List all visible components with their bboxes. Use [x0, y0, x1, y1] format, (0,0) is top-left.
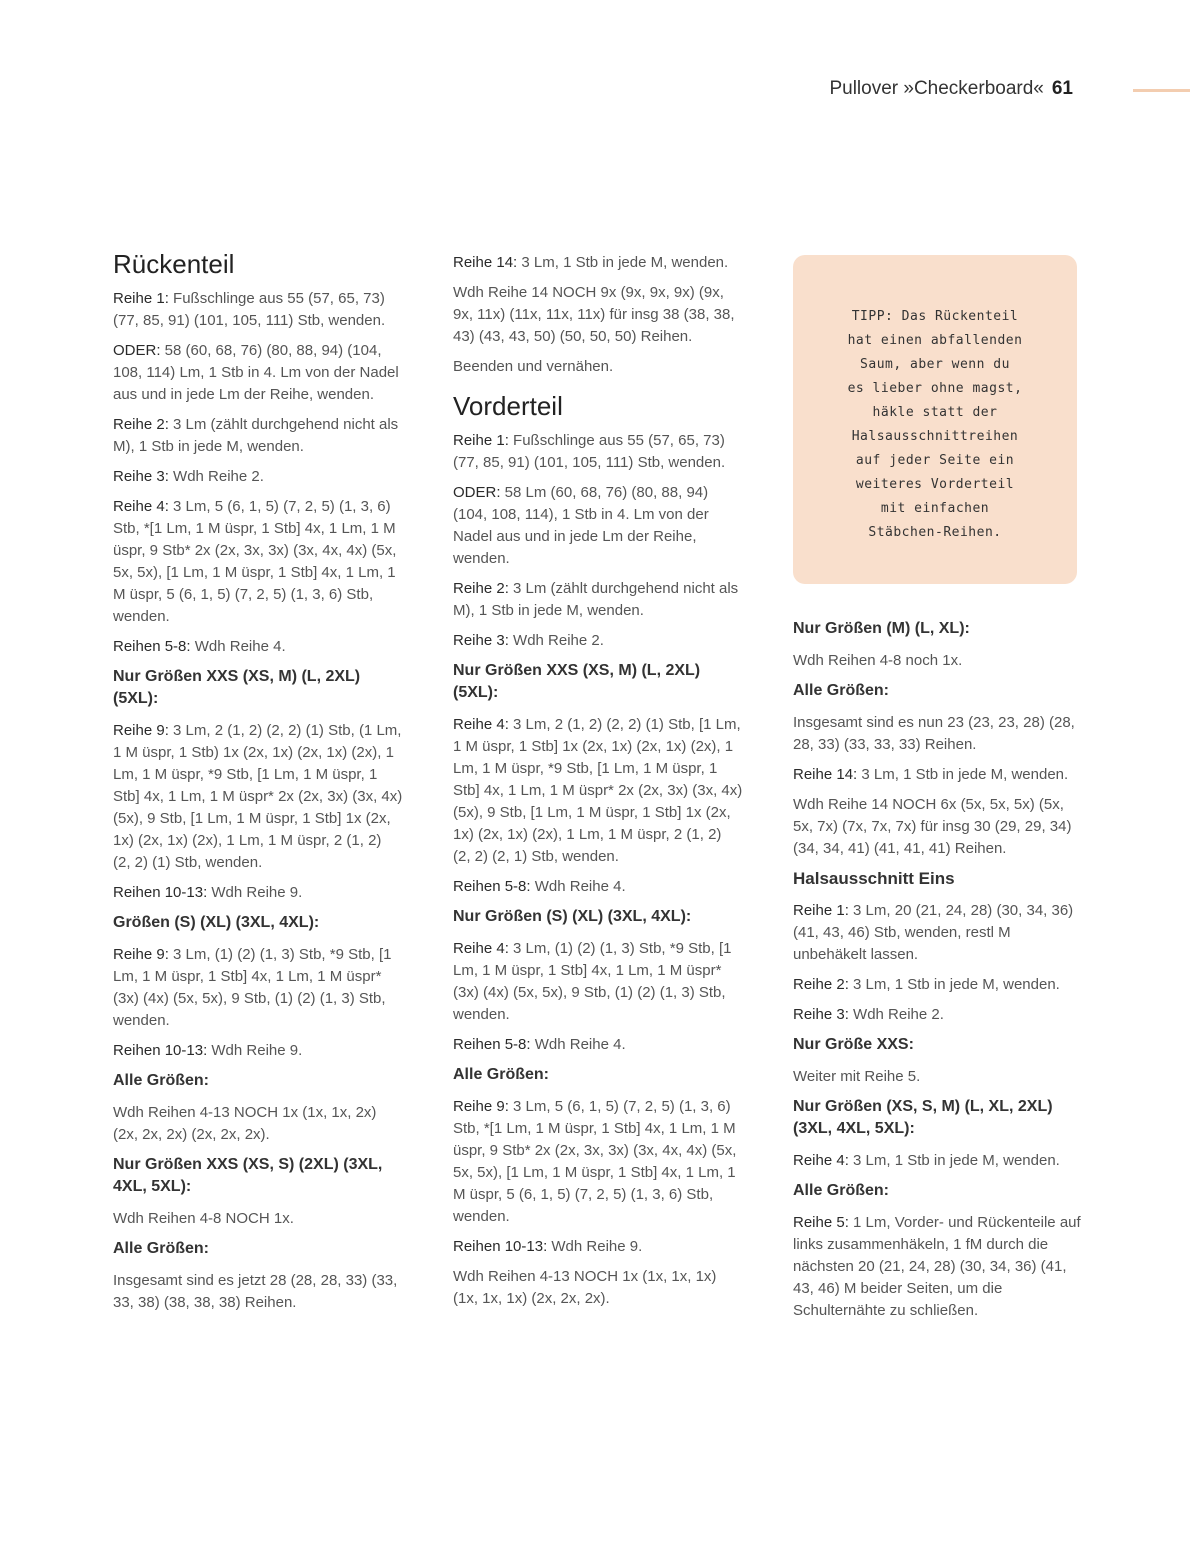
row-label: Reihe 4:	[453, 715, 509, 733]
instruction: Wdh Reihen 4-8 noch 1x.	[793, 652, 963, 669]
size-heading: Alle Größen:	[793, 1182, 890, 1199]
row-label: Reihe 14:	[793, 766, 858, 783]
instruction: ODER: 58 Lm (60, 68, 76) (80, 88, 94) (104, 108, 114), 1 Stb in 4. Lm von der Nadel aus und in jede Lm der Reihe, wenden.	[453, 483, 709, 567]
instruction: Reihe 1: Fußschlinge aus 55 (57, 65, 73) (77, 85, 91) (101, 105, 111) Stb, wenden.	[113, 289, 386, 329]
row-label: Reihe 2:	[453, 579, 509, 597]
row-label: Reihen 10-13:	[113, 883, 208, 901]
row-label: Reihe 2:	[113, 415, 169, 433]
instruction: Wdh Reihen 4-13 NOCH 1x (1x, 1x, 1x) (1x, 1x, 1x) (2x, 2x, 2x).	[453, 1267, 717, 1307]
instruction: Reihen 10-13: Wdh Reihe 9.	[113, 1041, 303, 1059]
running-title: Pullover »Checkerboard«	[829, 78, 1044, 99]
row-label: Reihe 5:	[793, 1214, 849, 1231]
row-label: Reihe 9:	[113, 945, 169, 963]
instruction: Reihe 3: Wdh Reihe 2.	[453, 631, 604, 649]
row-label: Reihen 10-13:	[453, 1237, 548, 1255]
tip-line: mit einfachen	[880, 501, 990, 516]
instruction: Reihen 10-13: Wdh Reihe 9.	[113, 883, 303, 901]
tip-line: es lieber ohne magst,	[847, 381, 1023, 396]
size-heading: Nur Größen (XS, S, M) (L, XL, 2XL) (3XL, 4XL, 5XL):	[793, 1098, 1053, 1137]
instruction: Beenden und vernähen.	[453, 358, 614, 375]
row-label: Reihe 3:	[453, 631, 509, 649]
instruction: Reihe 4: 3 Lm, 1 Stb in jede M, wenden.	[793, 1152, 1060, 1169]
tip-line: Stäbchen-Reihen.	[868, 525, 1002, 540]
row-label: Reihe 9:	[453, 1097, 509, 1115]
instruction: Reihe 9: 3 Lm, (1) (2) (1, 3) Stb, *9 Stb, [1 Lm, 1 M üspr, 1 Stb] 4x, 1 Lm, 1 M üspr* (3x) (4x) (5x, 5x), 9 Stb, (1) (2) (1, 3) Stb, wenden.	[113, 945, 392, 1029]
instruction: Reihe 4: 3 Lm, (1) (2) (1, 3) Stb, *9 Stb, [1 Lm, 1 M üspr, 1 Stb] 4x, 1 Lm, 1 M üspr* (3x) (4x) (5x, 5x), 9 Stb, (1) (2) (1, 3) Stb, wenden.	[453, 939, 732, 1023]
tip-line: Saum, aber wenn du	[860, 357, 1010, 372]
row-label: Reihen 10-13:	[113, 1041, 208, 1059]
row-label: Reihen 5-8:	[453, 877, 531, 895]
row-label: Reihe 3:	[793, 1006, 849, 1023]
row-label: ODER:	[113, 341, 161, 359]
instruction: Wdh Reihe 14 NOCH 6x (5x, 5x, 5x) (5x, 5x, 7x) (7x, 7x, 7x) für insg 30 (29, 29, 34) (34, 34, 41) (41, 41, 41) Reihen.	[793, 796, 1072, 857]
instruction: Reihe 4: 3 Lm, 2 (1, 2) (2, 2) (1) Stb, [1 Lm, 1 M üspr, 1 Stb] 1x (2x, 1x) (2x, 1x) (2x), 1 Lm, 1 M üspr, *9 Stb, [1 Lm, 1 M üspr, 1 Stb] 4x, 1 Lm, 1 M üspr* 2x (2x, 3x) (3x, 4x) (5x), 9 Stb, [1 Lm, 1 M üspr, 1 Stb] 1x (2x, 1x) (2x, 1x) (2x), 1 Lm, 1 M üspr, 2 (1, 2) (2, 2) (2, 1) Stb, wenden.	[453, 715, 743, 865]
instruction: Wdh Reihen 4-13 NOCH 1x (1x, 1x, 2x) (2x, 2x, 2x) (2x, 2x, 2x).	[113, 1103, 377, 1143]
instruction: Reihe 9: 3 Lm, 2 (1, 2) (2, 2) (1) Stb, (1 Lm, 1 M üspr, 1 Stb) 1x (2x, 1x) (2x, 1x) (2x), 1 Lm, 1 M üspr, *9 Stb, [1 Lm, 1 M üspr, 1 Stb] 4x, 1 Lm, 1 M üspr* 2x (2x, 3x) (3x, 4x) (5x), 9 Stb, [1 Lm, 1 M üspr, 1 Stb] 1x (2x, 1x) (2x, 1x) (2x), 1 Lm, 1 M üspr, 2 (1, 2) (2, 2) (1) Stb, wenden.	[113, 721, 403, 871]
tip-line: weiteres Vorderteil	[855, 477, 1015, 492]
row-label: ODER:	[453, 483, 501, 501]
size-heading: Alle Größen:	[113, 1071, 210, 1089]
row-label: Reihen 5-8:	[453, 1035, 531, 1053]
row-label: Reihe 3:	[113, 467, 169, 485]
row-label: Reihe 9:	[113, 721, 169, 739]
tip-line: TIPP: Das Rückenteil	[851, 309, 1019, 324]
page-header	[829, 78, 1073, 100]
size-heading: Nur Größen XXS (XS, M) (L, 2XL) (5XL):	[113, 667, 361, 707]
size-heading: Nur Größen (S) (XL) (3XL, 4XL):	[453, 907, 692, 925]
row-label: Reihe 1:	[793, 902, 849, 919]
instruction: Insgesamt sind es jetzt 28 (28, 28, 33) (33, 33, 38) (38, 38, 38) Reihen.	[113, 1271, 398, 1311]
instruction: Reihe 2: 3 Lm (zählt durchgehend nicht als M), 1 Stb in jede M, wenden.	[113, 415, 399, 455]
column-rueckenteil	[113, 250, 403, 1322]
page-number: 61	[1051, 78, 1073, 99]
tip-line: häkle statt der	[872, 405, 998, 420]
instruction: Reihe 5: 1 Lm, Vorder- und Rückenteile auf links zusammenhäkeln, 1 fM durch die nächsten 20 (21, 24, 28) (30, 34, 36) (41, 43, 46) M beider Seiten, um die Schulternähte zu schließen.	[793, 1214, 1081, 1319]
instruction: Reihe 2: 3 Lm (zählt durchgehend nicht als M), 1 Stb in jede M, wenden.	[453, 579, 739, 619]
size-heading: Nur Größen (M) (L, XL):	[793, 620, 970, 637]
size-heading: Alle Größen:	[793, 682, 890, 699]
instruction: Insgesamt sind es nun 23 (23, 23, 28) (28, 28, 33) (33, 33, 33) Reihen.	[793, 714, 1075, 753]
subsection-heading: Halsausschnitt Eins	[793, 869, 955, 888]
tip-line: Halsausschnittreihen	[851, 429, 1019, 444]
header-accent-rule	[1133, 89, 1190, 92]
row-label: Reihe 4:	[113, 497, 169, 515]
instruction: Reihe 14: 3 Lm, 1 Stb in jede M, wenden.	[793, 766, 1069, 783]
row-label: Reihe 14:	[453, 254, 518, 271]
size-heading: Nur Größen XXS (XS, S) (2XL) (3XL, 4XL, 5XL):	[113, 1155, 383, 1195]
tip-text	[793, 305, 1077, 545]
size-heading: Alle Größen:	[113, 1239, 210, 1257]
instruction: Wdh Reihe 14 NOCH 9x (9x, 9x, 9x) (9x, 9x, 11x) (11x, 11x, 11x) für insg 38 (38, 38, 43) (43, 43, 50) (50, 50, 50) Reihen.	[453, 284, 735, 345]
tip-box	[793, 255, 1077, 584]
instruction: Reihe 4: 3 Lm, 5 (6, 1, 5) (7, 2, 5) (1, 3, 6) Stb, *[1 Lm, 1 M üspr, 1 Stb] 4x, 1 Lm, 1 M üspr, 9 Stb* 2x (2x, 3x, 3x) (3x, 4x, 4x) (5x, 5x, 5x), [1 Lm, 1 M üspr, 1 Stb] 4x, 1 Lm, 1 M üspr, 5 (6, 1, 5) (7, 2, 5) (1, 3, 6) Stb, wenden.	[113, 497, 397, 625]
row-label: Reihe 4:	[793, 1152, 849, 1169]
instruction: Reihen 10-13: Wdh Reihe 9.	[453, 1237, 643, 1255]
size-heading: Nur Größen XXS (XS, M) (L, 2XL) (5XL):	[453, 661, 701, 701]
instruction: Reihe 1: 3 Lm, 20 (21, 24, 28) (30, 34, 36) (41, 43, 46) Stb, wenden, restl M unbehäkelt lassen.	[793, 902, 1074, 963]
size-heading: Größen (S) (XL) (3XL, 4XL):	[113, 913, 320, 931]
instruction: Wdh Reihen 4-8 NOCH 1x.	[113, 1209, 294, 1227]
instruction: Reihe 14: 3 Lm, 1 Stb in jede M, wenden.	[453, 254, 729, 271]
size-heading: Alle Größen:	[453, 1065, 550, 1083]
section-title-vorderteil: Vorderteil	[453, 391, 563, 421]
size-heading: Nur Größe XXS:	[793, 1036, 914, 1053]
section-title-rueckenteil: Rückenteil	[113, 249, 235, 279]
instruction: Reihe 3: Wdh Reihe 2.	[793, 1006, 944, 1023]
instruction: Reihe 9: 3 Lm, 5 (6, 1, 5) (7, 2, 5) (1, 3, 6) Stb, *[1 Lm, 1 M üspr, 1 Stb] 4x, 1 Lm, 1 M üspr, 9 Stb* 2x (2x, 3x, 3x) (3x, 4x, 4x) (5x, 5x, 5x), [1 Lm, 1 M üspr, 1 Stb] 4x, 1 Lm, 1 M üspr, 5 (6, 1, 5) (7, 2, 5) (1, 3, 6) Stb, wenden.	[453, 1097, 737, 1225]
row-label: Reihe 2:	[793, 976, 849, 993]
instruction: Reihe 2: 3 Lm, 1 Stb in jede M, wenden.	[793, 976, 1060, 993]
row-label: Reihe 4:	[453, 939, 509, 957]
instruction: Reihen 5-8: Wdh Reihe 4.	[453, 877, 626, 895]
row-label: Reihe 1:	[453, 431, 509, 449]
instruction: Reihe 3: Wdh Reihe 2.	[113, 467, 264, 485]
instruction: Reihen 5-8: Wdh Reihe 4.	[453, 1035, 626, 1053]
tip-line: auf jeder Seite ein	[855, 453, 1015, 468]
row-label: Reihe 1:	[113, 289, 169, 307]
column-vorderteil	[453, 252, 743, 1318]
row-label: Reihen 5-8:	[113, 637, 191, 655]
instruction: ODER: 58 (60, 68, 76) (80, 88, 94) (104, 108, 114) Lm, 1 Stb in 4. Lm von der Nadel aus und in jede Lm der Reihe, wenden.	[113, 341, 399, 403]
tip-line: hat einen abfallenden	[847, 333, 1023, 348]
instruction: Reihen 5-8: Wdh Reihe 4.	[113, 637, 286, 655]
instruction: Weiter mit Reihe 5.	[793, 1068, 921, 1085]
instruction: Reihe 1: Fußschlinge aus 55 (57, 65, 73) (77, 85, 91) (101, 105, 111) Stb, wenden.	[453, 431, 726, 471]
column-halsausschnitt	[793, 618, 1083, 1330]
